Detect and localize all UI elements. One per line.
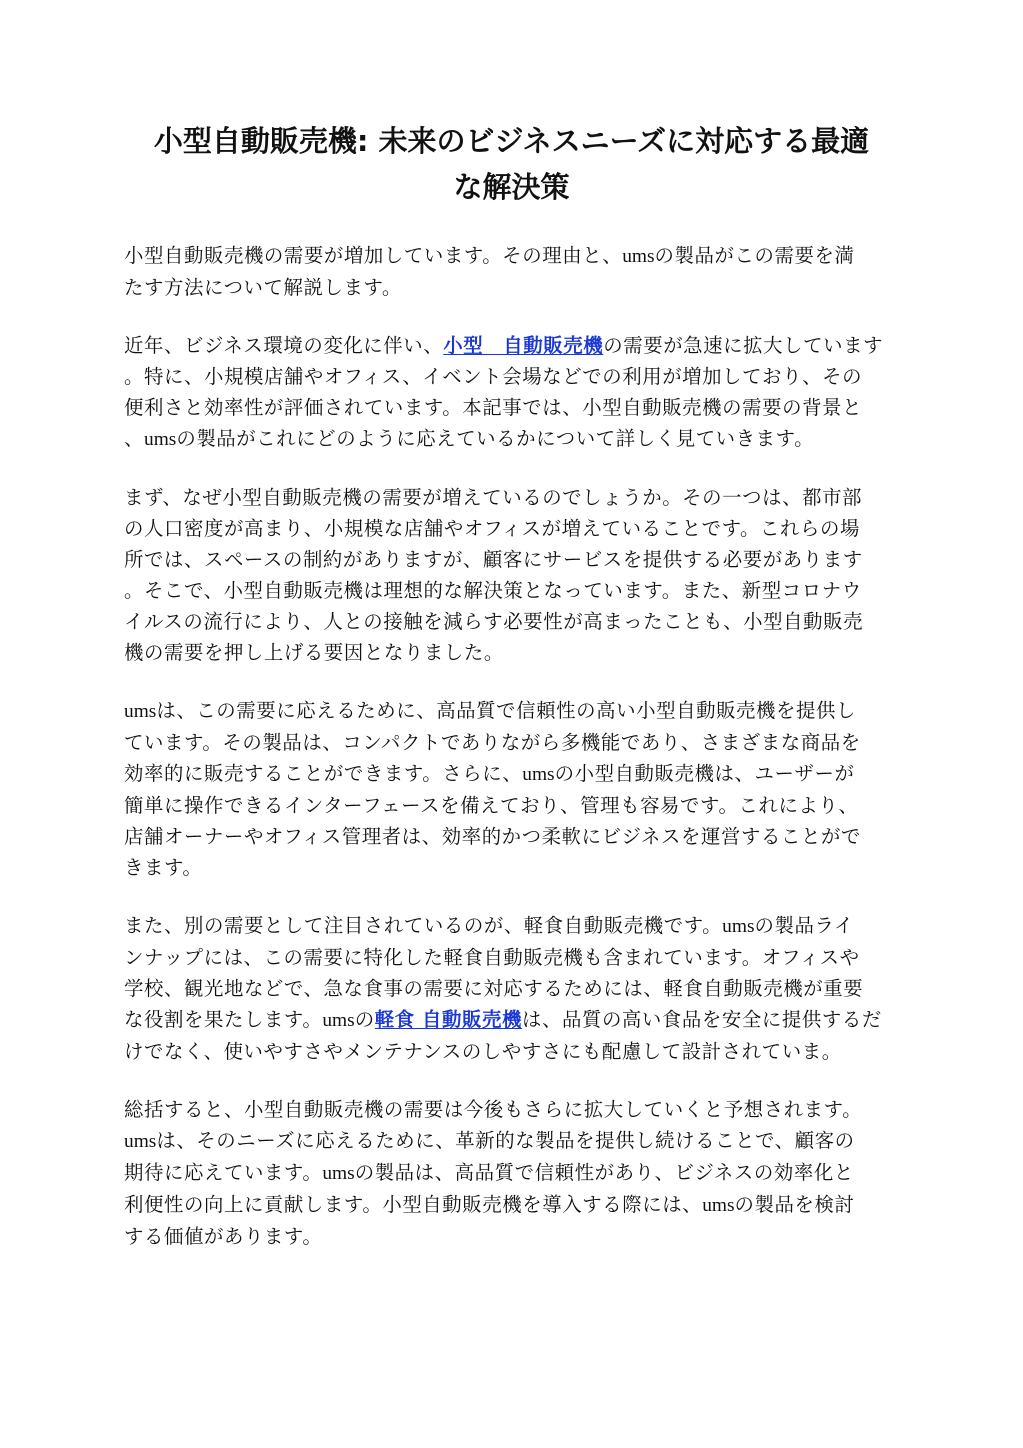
text-line [124, 1004, 899, 1036]
paragraph-intro [124, 240, 899, 303]
text-run: の製品ライ [754, 914, 854, 937]
text-line: 総括すると、小型自動販売機の需要は今後もさらに拡大していくと予想されます。 [124, 1098, 863, 1121]
text-line: 所では、スペースの制約がありますが、顧客にサービスを提供する必要があります [124, 548, 863, 571]
brand-name: ums [722, 916, 755, 937]
text-line: 。そこで、小型自動販売機は理想的な解決策となっています。また、新型コロナウ [124, 579, 862, 602]
text-line [124, 695, 899, 727]
text-line: ンナップには、この需要に特化した軽食自動販売機も含まれています。オフィスや [124, 946, 860, 969]
text-run: 小型自動販売機の需要が増加しています。その理由と、 [124, 244, 623, 267]
brand-name: ums [522, 764, 555, 785]
text-run: な役割を果たします。 [124, 1008, 323, 1031]
title-line-1: 小型自動販売機: 未来のビジネスニーズに対応する最適 [153, 124, 870, 158]
brand-name: ums [124, 1131, 157, 1152]
page-title [124, 118, 899, 210]
text-line: たす方法について解説します。 [124, 276, 402, 299]
text-run: の製品がこの需要を満 [654, 244, 855, 267]
text-line [124, 758, 899, 790]
brand-name: ums [124, 701, 157, 722]
text-run: 、 [124, 427, 144, 450]
text-line: 。特に、小規模店舗やオフィス、イベント会場などでの利用が増加しており、その [124, 365, 863, 388]
text-run: 近年、ビジネス環境の変化に伴い、 [124, 334, 444, 357]
paragraph-summary [124, 1094, 899, 1252]
text-run: は、そのニーズに応えるために、革新的な製品を提供し続けることで、顧客の [156, 1129, 855, 1152]
text-line: まず、なぜ小型自動販売機の需要が増えているのでしょうか。その一つは、都市部 [124, 486, 863, 509]
text-run: は、品質の高い食品を安全に提供するだ [521, 1008, 882, 1031]
text-run: は、この需要に応えるために、高品質で信頼性の高い小型自動販売機を提供し [156, 699, 856, 722]
text-line: けでなく、使いやすさやメンテナンスのしやすさにも配慮して設計されていま。 [124, 1040, 842, 1063]
text-run: 利便性の向上に貢献します。小型自動販売機を導入する際には、 [124, 1193, 703, 1216]
small-vending-machine-link[interactable]: 小型 自動販売機 [443, 334, 604, 357]
text-line: する価値があります。 [124, 1225, 323, 1248]
text-run: また、別の需要として注目されているのが、軽食自動販売機です。 [124, 914, 723, 937]
brand-name: ums [622, 246, 655, 267]
text-line [124, 330, 899, 361]
brand-name: ums [322, 1010, 355, 1031]
text-line: 店舗オーナーやオフィス管理者は、効率的かつ柔軟にビジネスを運営することがで [124, 825, 861, 848]
text-run: の小型自動販売機は、ユーザーが [554, 762, 855, 785]
text-run: の需要が急速に拡大しています [603, 334, 884, 357]
text-line [124, 1157, 899, 1189]
text-line: 便利さと効率性が評価されています。本記事では、小型自動販売機の需要の背景と [124, 396, 863, 419]
text-run: の製品がこれにどのように応えているかについて詳しく見ていきます。 [176, 427, 815, 450]
text-line [124, 910, 899, 942]
text-line [124, 423, 899, 455]
paragraph-demand-reasons [124, 482, 899, 668]
text-line: 機の需要を押し上げる要因となりました。 [124, 641, 504, 664]
brand-name: ums [144, 429, 177, 450]
text-run: の製品を検討 [734, 1193, 855, 1216]
text-line [124, 240, 899, 272]
text-line: の人口密度が高まり、小規模な店舗やオフィスが増えていることです。これらの場 [124, 517, 860, 540]
snack-vending-machine-link[interactable]: 軽食 自動販売機 [374, 1008, 522, 1031]
brand-name: ums [702, 1195, 735, 1216]
text-line: イルスの流行により、人との接触を減らす必要性が高まったことも、小型自動販売 [124, 610, 864, 633]
brand-name: ums [322, 1163, 355, 1184]
text-run: の製品は、高品質で信頼性があり、ビジネスの効率化と [354, 1161, 854, 1184]
text-line [124, 1189, 899, 1221]
text-run: の [354, 1008, 375, 1031]
paragraph-ums-products [124, 695, 899, 883]
text-line: ています。その製品は、コンパクトでありながら多機能であり、さまざまな商品を [124, 731, 861, 754]
title-line-2: な解決策 [453, 170, 570, 204]
text-line: 簡単に操作できるインターフェースを備えており、管理も容易です。これにより、 [124, 794, 859, 817]
paragraph-background [124, 330, 899, 455]
text-line: 学校、観光地などで、急な食事の需要に対応するためには、軽食自動販売機が重要 [124, 977, 864, 1000]
text-run: 期待に応えています。 [124, 1161, 323, 1184]
document-page [124, 118, 899, 1279]
text-run: 効率的に販売することができます。さらに、 [124, 762, 523, 785]
paragraph-snack-machines [124, 910, 899, 1067]
text-line: きます。 [124, 856, 203, 879]
text-line [124, 1125, 899, 1157]
